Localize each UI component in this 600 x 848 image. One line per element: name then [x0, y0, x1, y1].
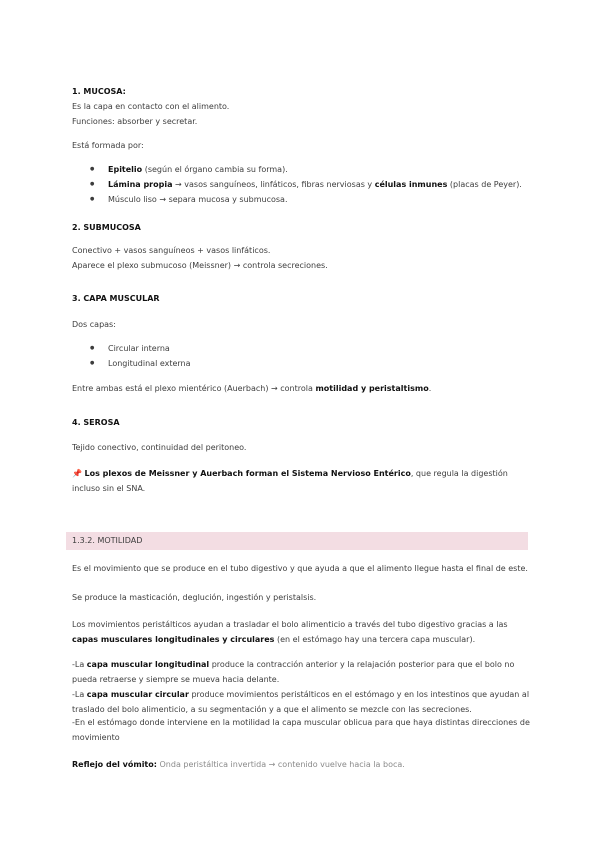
- mucosa-line-1: Es la capa en contacto con el alimento.: [72, 102, 230, 111]
- motilidad-section-band: 1.3.2. MOTILIDAD: [66, 532, 528, 550]
- text-span: (en el estómago hay una tercera capa muscular).: [274, 635, 476, 644]
- text-span-bold: Reflejo del vómito:: [72, 760, 157, 769]
- text-span: → controla secreciones.: [231, 261, 328, 270]
- list-item-bold-2: células inmunes: [374, 180, 448, 189]
- text-span: -La: [72, 660, 87, 669]
- mucosa-section: [72, 84, 532, 129]
- motilidad-p2: Se produce la masticación, deglución, ingestión y peristalsis.: [72, 593, 317, 602]
- note-text: , que regula la digestión incluso sin el SNA.: [72, 469, 508, 493]
- list-item-text-2: (placas de Peyer).: [447, 180, 522, 189]
- list-item-text: Músculo liso → separa mucosa y submucosa.: [108, 195, 288, 204]
- text-span: produce la contracción anterior y la relajación posterior para que el bolo no pueda retraerse y siempre se mueva hacia delante.: [72, 660, 515, 684]
- list-item-bold: Epitelio: [108, 165, 143, 174]
- text-span: Entre ambas está el: [72, 384, 155, 393]
- list-item: [90, 162, 532, 177]
- list-item: ● Longitudinal externa: [90, 356, 532, 371]
- text-span: Onda peristáltica invertida → contenido vuelve hacia la boca.: [156, 760, 405, 769]
- motilidad-p3: [72, 617, 532, 647]
- list-item: [90, 192, 532, 207]
- list-item: ● Circular interna: [90, 341, 532, 356]
- list-item: [90, 177, 532, 192]
- muscular-entre: [72, 381, 532, 396]
- text-span: .: [428, 384, 432, 393]
- text-span-bold: capas musculares longitudinales y circulares: [72, 635, 275, 644]
- text-span: Los movimientos peristálticos ayudan a trasladar el bolo alimenticio a través del tubo digestivo gracias a las: [72, 620, 508, 629]
- motilidad-p1: Es el movimiento que se produce en el tubo digestivo y que ayuda a que el alimento llegue hasta el final de este.: [72, 564, 528, 573]
- text-span: plexo mientérico (Auerbach): [154, 384, 269, 393]
- text-span-bold: motilidad y peristaltismo: [315, 384, 429, 393]
- muscular-list: [72, 341, 532, 371]
- serosa-line: Tejido conectivo, continuidad del peritoneo.: [72, 443, 247, 452]
- note-bold: Los plexos de Meissner y Auerbach forman el Sistema Nervioso Entérico: [84, 469, 411, 478]
- motilidad-p5: [72, 687, 532, 717]
- submucosa-line-1: Conectivo + vasos sanguíneos + vasos linfáticos.: [72, 246, 271, 255]
- text-span: produce movimientos peristálticos en el estómago y en los intestinos que ayudan al traslado del bolo alimenticio, a su segmentación y a que el alimento se mezcle con las secreciones.: [72, 690, 530, 714]
- text-span-bold: capa muscular longitudinal: [86, 660, 210, 669]
- text-span: Aparece el: [72, 261, 118, 270]
- submucosa-line-2: [72, 258, 532, 273]
- text-span: -La: [72, 690, 87, 699]
- mucosa-formada: Está formada por:: [72, 141, 144, 150]
- reflejo-vomito: [72, 757, 532, 772]
- list-item-text: → vasos sanguíneos, linfáticos, fibras nerviosas y: [172, 180, 375, 189]
- motilidad-p4: [72, 657, 532, 687]
- serosa-heading: 4. SEROSA: [72, 418, 120, 427]
- mucosa-list-wrap: [72, 162, 532, 207]
- mucosa-line-2: Funciones: absorber y secretar.: [72, 117, 198, 126]
- motilidad-p6: -En el estómago donde interviene en la motilidad la capa muscular oblicua para que haya distintas direcciones de movimiento: [72, 718, 530, 742]
- list-item-text: (según el órgano cambia su forma).: [142, 165, 288, 174]
- mucosa-list: [72, 162, 532, 207]
- muscular-list-wrap: [72, 341, 532, 371]
- text-span: plexo submucoso (Meissner): [117, 261, 232, 270]
- text-span-bold: capa muscular circular: [86, 690, 189, 699]
- text-span: → controla: [268, 384, 316, 393]
- mucosa-heading: 1. MUCOSA:: [72, 87, 126, 96]
- list-item-bold: Lámina propia: [108, 180, 173, 189]
- pushpin-icon: 📌: [72, 469, 82, 478]
- submucosa-heading: 2. SUBMUCOSA: [72, 223, 141, 232]
- sne-note: [72, 466, 532, 496]
- muscular-dos: Dos capas:: [72, 320, 116, 329]
- muscular-heading: 3. CAPA MUSCULAR: [72, 294, 160, 303]
- submucosa-body: [72, 243, 532, 273]
